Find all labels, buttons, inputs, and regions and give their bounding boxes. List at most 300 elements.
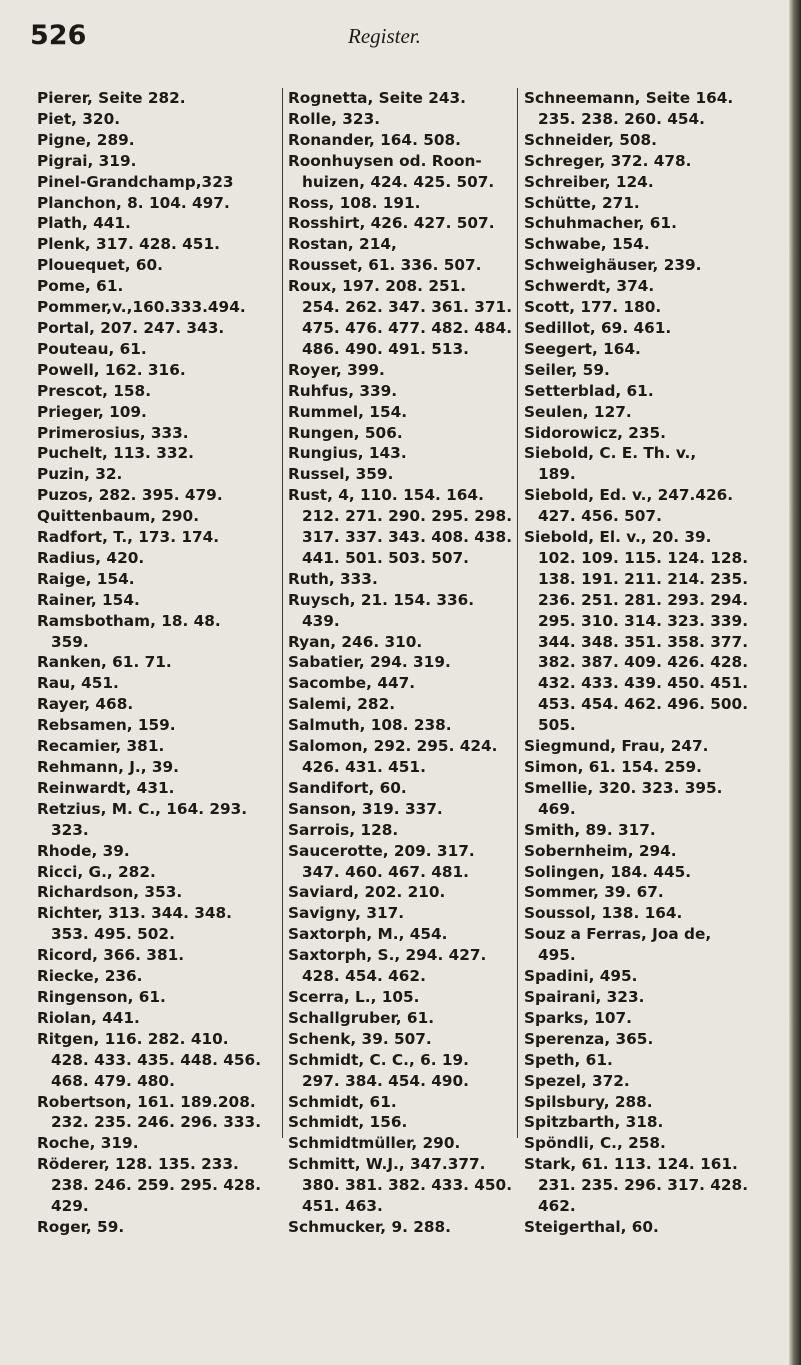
index-entry — [524, 255, 779, 276]
index-entry-name: Rehmann, J., 39. — [37, 758, 179, 776]
index-entry-name: Rummel, 154. — [288, 402, 408, 421]
index-entry-name: Schütte, 271. — [524, 193, 640, 212]
index-entry-name: Roger, 59. — [37, 1217, 125, 1236]
index-entry — [288, 1133, 513, 1154]
page-header — [0, 18, 789, 58]
index-entry — [37, 360, 275, 381]
index-entry — [288, 88, 513, 109]
index-entry-name: Seulen, 127. — [524, 402, 632, 421]
index-entry-name: Sommer, 39. 67. — [524, 883, 664, 902]
index-entry-name: Richardson, 353. — [37, 883, 183, 902]
index-entry-name: Planchon, 8. 104. 497. — [37, 193, 230, 212]
index-entry-continuation: 427. 456. 507. — [538, 507, 662, 526]
index-entry — [37, 945, 275, 966]
index-entry — [524, 966, 779, 987]
index-entry-continuation: 353. 495. 502. — [51, 925, 175, 944]
index-entry-name: Retzius, M. C., 164. 293. — [37, 799, 248, 818]
index-entry — [37, 464, 275, 485]
index-entry — [524, 1092, 779, 1113]
index-entry-name: Rolle, 323. — [288, 109, 381, 128]
index-entry-name: Ruhfus, 339. — [288, 381, 398, 400]
index-entry — [37, 402, 275, 423]
index-entry — [288, 590, 513, 632]
index-entry — [37, 778, 275, 799]
index-entry-continuation: 475. 476. 477. 482. 484. — [302, 318, 513, 337]
index-entry-continuation: 462. — [538, 1197, 576, 1216]
index-entry-name: Prieger, 109. — [37, 402, 147, 421]
index-entry — [524, 1154, 779, 1217]
index-entry — [37, 1092, 275, 1134]
index-entry-name: Riecke, 236. — [37, 967, 143, 986]
index-entry-name: Souz a Ferras, Joa de, — [524, 925, 712, 944]
index-entry-name: Saxtorph, S., 294. 427. — [288, 946, 487, 965]
index-entry-name: Sanson, 319. 337. — [288, 799, 443, 818]
index-entry-name: Saucerotte, 209. 317. — [288, 841, 475, 860]
index-entry-name: Roche, 319. — [37, 1134, 139, 1153]
index-entry-continuation: 428. 433. 435. 448. 456. — [51, 1050, 262, 1069]
index-entry-name: Schmitt, W.J., 347.377. — [288, 1155, 486, 1174]
index-entry — [37, 548, 275, 569]
index-entry — [288, 1029, 513, 1050]
index-entry — [37, 694, 275, 715]
index-entry — [288, 715, 513, 736]
index-entry — [37, 527, 275, 548]
index-column-3 — [524, 88, 779, 1238]
index-entry — [288, 841, 513, 883]
index-entry — [524, 402, 779, 423]
index-entry-name: Rungen, 506. — [288, 423, 403, 442]
index-entry-name: Soussol, 138. 164. — [524, 904, 683, 923]
index-entry — [288, 924, 513, 945]
index-entry — [37, 193, 275, 214]
index-entry-name: Puchelt, 113. 332. — [37, 444, 194, 463]
index-entry — [288, 255, 513, 276]
index-entry — [288, 464, 513, 485]
index-entry-continuation: 495. — [538, 946, 576, 965]
index-entry-continuation: 323. — [51, 820, 89, 839]
index-entry — [288, 151, 513, 193]
index-entry — [37, 1133, 275, 1154]
index-entry — [524, 423, 779, 444]
index-entry-name: Roux, 197. 208. 251. — [288, 277, 467, 296]
index-entry-name: Seegert, 164. — [524, 339, 641, 358]
index-entry — [288, 381, 513, 402]
index-entry-continuation: 486. 490. 491. 513. — [302, 339, 469, 358]
index-entry — [524, 130, 779, 151]
index-entry-continuation: 505. — [538, 716, 576, 735]
index-column-2 — [288, 88, 513, 1238]
index-entry — [524, 1008, 779, 1029]
index-entry — [37, 255, 275, 276]
index-entry-name: Siebold, Ed. v., 247.426. — [524, 486, 734, 505]
index-entry-name: Piet, 320. — [37, 109, 121, 128]
index-entry — [37, 172, 275, 193]
index-entry — [524, 862, 779, 883]
index-entry — [288, 276, 513, 360]
index-entry-continuation: 432. 433. 439. 450. 451. — [538, 674, 749, 693]
index-entry — [288, 213, 513, 234]
index-entry-name: Rust, 4, 110. 154. 164. — [288, 486, 484, 505]
index-entry-name: Sobernheim, 294. — [524, 841, 677, 860]
index-entry-name: Smellie, 320. 323. 395. — [524, 778, 723, 797]
index-entry-name: Roonhuysen od. Roon- — [288, 151, 482, 170]
index-entry-name: Siebold, C. E. Th. v., — [524, 444, 697, 463]
index-entry — [288, 569, 513, 590]
index-entry — [524, 213, 779, 234]
index-entry — [37, 276, 275, 297]
index-entry-name: Reinwardt, 431. — [37, 778, 175, 797]
index-entry — [288, 778, 513, 799]
index-entry-name: Solingen, 184. 445. — [524, 862, 692, 881]
index-entry — [524, 276, 779, 297]
index-entry-continuation: 344. 348. 351. 358. 377. — [538, 632, 749, 651]
index-entry-name: Siebold, El. v., 20. 39. — [524, 528, 712, 547]
index-entry — [524, 88, 779, 130]
index-entry-continuation: 102. 109. 115. 124. 128. — [538, 548, 749, 567]
index-entry — [524, 1112, 779, 1133]
index-entry — [37, 715, 275, 736]
index-entry-name: Ringenson, 61. — [37, 987, 166, 1006]
column-divider — [517, 88, 518, 1138]
index-entry-name: Radius, 420. — [37, 548, 145, 567]
index-entry-continuation: 469. — [538, 799, 576, 818]
index-entry-name: Saxtorph, M., 454. — [288, 925, 448, 944]
index-entry-name: Ryan, 246. 310. — [288, 632, 423, 651]
index-entry-name: Schreger, 372. 478. — [524, 151, 692, 170]
index-entry — [524, 527, 779, 736]
index-entry-continuation: 429. — [51, 1197, 89, 1216]
index-entry — [288, 423, 513, 444]
index-entry-name: Saviard, 202. 210. — [288, 883, 446, 902]
index-entry — [288, 443, 513, 464]
index-entry-name: Pigrai, 319. — [37, 151, 137, 170]
index-entry-name: Sperenza, 365. — [524, 1029, 654, 1048]
index-entry — [37, 1217, 275, 1238]
index-entry — [37, 882, 275, 903]
index-entry — [37, 130, 275, 151]
index-entry — [288, 402, 513, 423]
index-entry-name: Salmuth, 108. 238. — [288, 716, 452, 735]
index-entry-name: Setterblad, 61. — [524, 381, 654, 400]
index-entry-name: Spadini, 495. — [524, 967, 638, 986]
index-entry — [37, 339, 275, 360]
index-entry — [37, 862, 275, 883]
index-entry — [288, 130, 513, 151]
index-entry-name: Raige, 154. — [37, 569, 135, 588]
index-entry-name: Steigerthal, 60. — [524, 1217, 659, 1236]
index-entry-name: Spezel, 372. — [524, 1071, 630, 1090]
index-entry — [37, 652, 275, 673]
index-entry-name: Rainer, 154. — [37, 590, 140, 609]
index-entry — [288, 694, 513, 715]
index-entry-name: Prescot, 158. — [37, 381, 152, 400]
index-entry-name: Ramsbotham, 18. 48. — [37, 611, 221, 630]
index-entry — [37, 799, 275, 841]
index-entry-continuation: 382. 387. 409. 426. 428. — [538, 653, 749, 672]
index-entry-name: Rostan, 214, — [288, 235, 397, 254]
index-entry-name: Powell, 162. 316. — [37, 360, 186, 379]
index-entry-name: Spairani, 323. — [524, 987, 645, 1006]
index-entry — [288, 632, 513, 653]
index-entry-name: Richter, 313. 344. 348. — [37, 904, 232, 923]
index-entry — [524, 443, 779, 485]
index-entry — [37, 966, 275, 987]
index-entry-name: Scerra, L., 105. — [288, 987, 420, 1006]
index-entry-name: Sidorowicz, 235. — [524, 423, 666, 442]
index-entry-continuation: 468. 479. 480. — [51, 1071, 175, 1090]
index-entry-name: Pigne, 289. — [37, 130, 135, 149]
index-entry-name: Sedillot, 69. 461. — [524, 318, 672, 337]
index-entry-name: Spöndli, C., 258. — [524, 1134, 666, 1153]
index-entry-name: Rousset, 61. 336. 507. — [288, 256, 482, 275]
index-entry-name: Ranken, 61. 71. — [37, 653, 172, 672]
index-entry — [37, 297, 275, 318]
index-entry — [288, 652, 513, 673]
index-entry-name: Schallgruber, 61. — [288, 1008, 435, 1027]
index-entry-name: Recamier, 381. — [37, 737, 165, 756]
index-entry — [37, 318, 275, 339]
index-entry-name: Ricci, G., 282. — [37, 862, 156, 881]
index-entry-name: Rosshirt, 426. 427. 507. — [288, 214, 495, 233]
index-entry-name: Pouteau, 61. — [37, 339, 147, 358]
index-entry — [524, 841, 779, 862]
index-entry — [524, 987, 779, 1008]
index-entry — [288, 820, 513, 841]
index-entry-name: Scott, 177. 180. — [524, 298, 662, 317]
index-entry-name: Quittenbaum, 290. — [37, 507, 200, 526]
index-entry — [37, 506, 275, 527]
index-entry — [37, 1029, 275, 1092]
index-entry — [524, 339, 779, 360]
index-entry-name: Siegmund, Frau, 247. — [524, 737, 709, 756]
index-entry — [288, 1050, 513, 1092]
index-entry — [524, 318, 779, 339]
index-entry-name: Smith, 89. 317. — [524, 820, 656, 839]
index-entry-continuation: 295. 310. 314. 323. 339. — [538, 611, 749, 630]
index-entry-name: Rungius, 143. — [288, 444, 407, 463]
index-entry — [288, 882, 513, 903]
index-entry-name: Schmucker, 9. 288. — [288, 1217, 451, 1236]
column-divider — [282, 88, 283, 1138]
index-entry — [288, 1008, 513, 1029]
index-entry-name: Röderer, 128. 135. 233. — [37, 1155, 239, 1174]
index-entry — [524, 903, 779, 924]
index-entry — [37, 569, 275, 590]
index-entry — [524, 381, 779, 402]
index-entry-name: Spitzbarth, 318. — [524, 1113, 664, 1132]
index-entry-continuation: 453. 454. 462. 496. 500. — [538, 695, 749, 714]
index-entry-name: Ronander, 164. 508. — [288, 130, 461, 149]
index-entry-continuation: 212. 271. 290. 295. 298. — [302, 507, 513, 526]
index-entry-name: Schenk, 39. 507. — [288, 1029, 432, 1048]
index-entry-name: Robertson, 161. 189.208. — [37, 1092, 256, 1111]
index-entry-continuation: 238. 246. 259. 295. 428. — [51, 1176, 262, 1195]
index-entry-continuation: 254. 262. 347. 361. 371. — [302, 298, 513, 317]
index-entry-continuation: 232. 235. 246. 296. 333. — [51, 1113, 262, 1132]
index-entry — [288, 109, 513, 130]
index-entry-continuation: 441. 501. 503. 507. — [302, 548, 469, 567]
index-entry-name: Rhode, 39. — [37, 841, 130, 860]
index-entry — [37, 443, 275, 464]
index-entry — [37, 234, 275, 255]
index-entry — [288, 360, 513, 381]
index-entry — [288, 1092, 513, 1113]
index-entry — [288, 1154, 513, 1217]
index-entry-name: Schmidtmüller, 290. — [288, 1134, 461, 1153]
index-entry-name: Ruysch, 21. 154. 336. — [288, 590, 475, 609]
index-entry — [37, 1008, 275, 1029]
index-entry — [37, 485, 275, 506]
index-entry — [37, 381, 275, 402]
index-entry-name: Seiler, 59. — [524, 360, 610, 379]
index-entry — [37, 88, 275, 109]
index-entry — [37, 987, 275, 1008]
index-entry-continuation: 317. 337. 343. 408. 438. — [302, 528, 513, 547]
page-edge — [789, 0, 801, 1365]
index-entry-name: Puzin, 32. — [37, 465, 123, 484]
index-entry-continuation: huizen, 424. 425. 507. — [302, 172, 495, 191]
index-entry-name: Schneider, 508. — [524, 130, 657, 149]
index-entry-name: Schweighäuser, 239. — [524, 256, 702, 275]
running-title: Register. — [348, 24, 421, 48]
index-entry — [524, 234, 779, 255]
index-entry-continuation: 231. 235. 296. 317. 428. — [538, 1176, 749, 1195]
index-entry — [288, 1112, 513, 1133]
index-entry-name: Schmidt, 61. — [288, 1092, 397, 1111]
index-entry — [37, 109, 275, 130]
index-entry-continuation: 359. — [51, 632, 89, 651]
index-entry-continuation: 235. 238. 260. 454. — [538, 109, 705, 128]
index-entry-name: Plouequet, 60. — [37, 256, 163, 275]
index-entry-name: Savigny, 317. — [288, 904, 405, 923]
index-entry-name: Schreiber, 124. — [524, 172, 654, 191]
index-entry — [524, 778, 779, 820]
index-entry-name: Sacombe, 447. — [288, 674, 416, 693]
index-entry — [37, 611, 275, 653]
index-entry-name: Spilsbury, 288. — [524, 1092, 653, 1111]
index-entry — [524, 1029, 779, 1050]
index-column-1 — [37, 88, 275, 1238]
index-entry-continuation: 426. 431. 451. — [302, 758, 426, 776]
index-entry-name: Rebsamen, 159. — [37, 716, 176, 735]
index-entry-name: Schwerdt, 374. — [524, 277, 655, 296]
index-entry-name: Plenk, 317. 428. 451. — [37, 235, 220, 254]
index-entry-name: Riolan, 441. — [37, 1008, 140, 1027]
index-entry — [37, 1154, 275, 1217]
index-entry-name: Sandifort, 60. — [288, 778, 407, 797]
index-entry-name: Salomon, 292. 295. 424. — [288, 737, 498, 756]
index-entry — [37, 151, 275, 172]
index-entry — [524, 1133, 779, 1154]
index-entry — [37, 423, 275, 444]
index-entry — [524, 297, 779, 318]
index-entry-name: Plath, 441. — [37, 214, 131, 233]
index-entry — [524, 172, 779, 193]
index-entry — [524, 485, 779, 527]
index-entry — [524, 1050, 779, 1071]
index-entry-name: Portal, 207. 247. 343. — [37, 318, 225, 337]
index-entry — [288, 1217, 513, 1238]
index-entry-name: Ruth, 333. — [288, 569, 378, 588]
index-entry — [37, 590, 275, 611]
index-entry — [288, 673, 513, 694]
index-entry-name: Pome, 61. — [37, 277, 124, 296]
index-entry-name: Stark, 61. 113. 124. 161. — [524, 1155, 738, 1174]
index-entry-name: Speth, 61. — [524, 1050, 613, 1069]
index-entry-name: Simon, 61. 154. 259. — [524, 758, 702, 776]
index-entry — [524, 736, 779, 757]
index-entry — [524, 820, 779, 841]
index-entry-name: Schneemann, Seite 164. — [524, 89, 734, 107]
index-entry-name: Puzos, 282. 395. 479. — [37, 486, 223, 505]
index-entry — [288, 485, 513, 569]
index-entry — [524, 924, 779, 966]
index-entry-name: Rognetta, Seite 243. — [288, 89, 466, 107]
index-entry-continuation: 138. 191. 211. 214. 235. — [538, 569, 749, 588]
index-entry-name: Ritgen, 116. 282. 410. — [37, 1029, 229, 1048]
index-entry — [524, 1071, 779, 1092]
index-entry-name: Royer, 399. — [288, 360, 385, 379]
index-entry-name: Schmidt, 156. — [288, 1113, 408, 1132]
index-entry — [288, 193, 513, 214]
index-entry — [524, 882, 779, 903]
index-entry-name: Russel, 359. — [288, 465, 394, 484]
index-entry-continuation: 347. 460. 467. 481. — [302, 862, 469, 881]
index-entry — [288, 987, 513, 1008]
index-entry-continuation: 380. 381. 382. 433. 450. — [302, 1176, 513, 1195]
index-entry — [524, 193, 779, 214]
index-entry-continuation: 439. — [302, 611, 340, 630]
index-entry — [37, 673, 275, 694]
page-number: 526 — [30, 20, 87, 51]
index-entry — [288, 736, 513, 778]
index-entry-name: Schuhmacher, 61. — [524, 214, 677, 233]
index-entry-name: Pinel-Grandchamp,323 — [37, 172, 234, 191]
index-entry-name: Sabatier, 294. 319. — [288, 653, 451, 672]
index-entry-name: Sarrois, 128. — [288, 820, 399, 839]
index-entry — [288, 903, 513, 924]
index-entry-name: Radfort, T., 173. 174. — [37, 528, 220, 547]
index-entry-continuation: 189. — [538, 465, 576, 484]
index-entry — [288, 945, 513, 987]
index-entry-name: Schmidt, C. C., 6. 19. — [288, 1050, 469, 1069]
index-entry-name: Rayer, 468. — [37, 695, 134, 714]
index-entry — [37, 903, 275, 945]
index-entry-name: Rau, 451. — [37, 674, 119, 693]
index-entry-name: Pierer, Seite 282. — [37, 89, 186, 107]
index-entry-continuation: 297. 384. 454. 490. — [302, 1071, 469, 1090]
index-entry — [37, 736, 275, 757]
index-entry-name: Pommer,v.,160.333.494. — [37, 298, 246, 317]
index-entry — [37, 213, 275, 234]
index-entry — [288, 234, 513, 255]
index-entry — [524, 1217, 779, 1238]
index-entry-continuation: 428. 454. 462. — [302, 967, 426, 986]
index-entry-name: Schwabe, 154. — [524, 235, 650, 254]
index-entry-name: Ross, 108. 191. — [288, 193, 421, 212]
index-entry — [524, 151, 779, 172]
index-entry-name: Ricord, 366. 381. — [37, 946, 185, 965]
index-entry — [524, 757, 779, 778]
index-entry-name: Sparks, 107. — [524, 1008, 632, 1027]
index-entry — [37, 841, 275, 862]
index-entry — [288, 799, 513, 820]
index-entry-continuation: 236. 251. 281. 293. 294. — [538, 590, 749, 609]
index-entry — [524, 360, 779, 381]
index-entry — [37, 757, 275, 778]
index-entry-name: Salemi, 282. — [288, 695, 396, 714]
index-entry-name: Primerosius, 333. — [37, 423, 189, 442]
